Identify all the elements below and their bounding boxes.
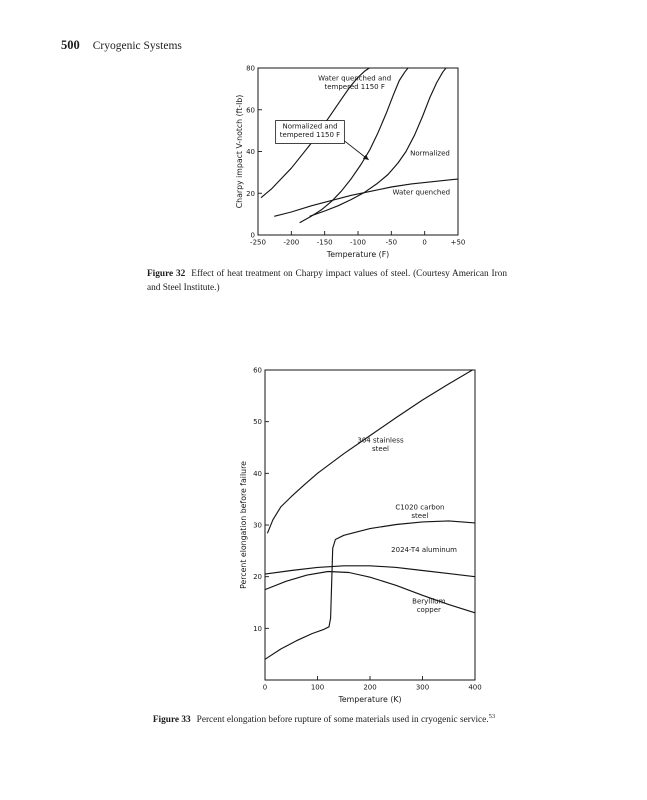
y-axis-label: Percent elongation before failure: [239, 461, 248, 589]
figure-32: [218, 58, 508, 266]
curve-label: 2024-T4 aluminum: [391, 545, 457, 554]
curve-label: C1020 carbon: [395, 503, 445, 512]
curve-label: steel: [411, 512, 429, 520]
y-tick-label: 10: [253, 624, 262, 633]
figure-32-chart: [218, 58, 508, 266]
x-tick-label: +50: [450, 238, 466, 247]
x-tick-label: -100: [350, 238, 366, 247]
x-tick-label: 0: [262, 683, 268, 692]
plot-frame: [265, 370, 475, 680]
y-tick-label: 0: [250, 231, 255, 240]
series-normalized-and-tempered-1150-f: [300, 68, 408, 223]
page-header: [61, 36, 182, 54]
curve-label: steel: [372, 444, 389, 453]
curve-label: tempered 1150 F: [279, 131, 341, 140]
x-tick-label: -150: [316, 238, 333, 247]
x-tick-label: 400: [468, 683, 482, 692]
label-arrow: [345, 141, 369, 160]
curve-label: Water quenched: [392, 188, 451, 197]
figure-33-caption-text: Percent elongation before rupture of some materials used in cryogenic service.: [196, 715, 489, 726]
x-axis-label: Temperature (K): [338, 695, 402, 704]
x-axis-label: Temperature (F): [326, 250, 390, 259]
figure-33-caption-reference: 53: [488, 713, 496, 720]
x-tick-label: -250: [250, 238, 266, 247]
figure-33: [220, 358, 520, 710]
x-tick-label: -50: [385, 238, 398, 247]
series-c1020-carbon-steel: [265, 521, 475, 659]
y-tick-label: 50: [253, 418, 262, 427]
y-tick-label: 80: [246, 64, 255, 73]
figure-32-caption-text: Effect of heat treatment on Charpy impact values of steel. (Courtesy American Iron and Steel Institute.): [147, 269, 507, 293]
page-number: 500: [61, 38, 80, 52]
y-tick-label: 20: [246, 189, 255, 198]
y-tick-label: 60: [246, 106, 255, 115]
x-tick-label: 200: [363, 683, 377, 692]
y-tick-label: 30: [253, 521, 262, 530]
curve-label: Normalized: [410, 149, 450, 158]
figure-32-caption: [147, 268, 507, 296]
x-tick-label: 300: [415, 683, 430, 692]
series-beryllium-copper: [265, 572, 475, 613]
series-2024-t4-aluminum: [265, 566, 475, 577]
y-tick-label: 60: [253, 366, 262, 375]
curve-label: Normalized and: [282, 122, 338, 131]
curve-label: Water quenched and: [318, 74, 392, 83]
y-tick-label: 20: [253, 573, 262, 582]
curve-label: 304 stainless: [357, 436, 404, 445]
curve-label: tempered 1150 F: [324, 83, 385, 92]
y-tick-label: 40: [253, 469, 262, 478]
y-tick-label: 40: [246, 148, 255, 156]
figure-33-caption: [104, 712, 544, 728]
figure-33-chart: [220, 358, 520, 710]
series-water-quenched: [275, 179, 458, 216]
figure-32-caption-label: Figure 32: [147, 269, 186, 279]
running-title: Cryogenic Systems: [92, 40, 182, 52]
curve-label: copper: [416, 606, 441, 615]
y-axis-label: Charpy impact V-notch (ft-lb): [235, 94, 244, 209]
x-tick-label: 100: [310, 683, 325, 692]
x-tick-label: -200: [283, 238, 300, 247]
x-tick-label: 0: [422, 238, 427, 247]
curve-label: Beryllium: [412, 597, 446, 606]
figure-33-caption-label: Figure 33: [152, 715, 191, 726]
